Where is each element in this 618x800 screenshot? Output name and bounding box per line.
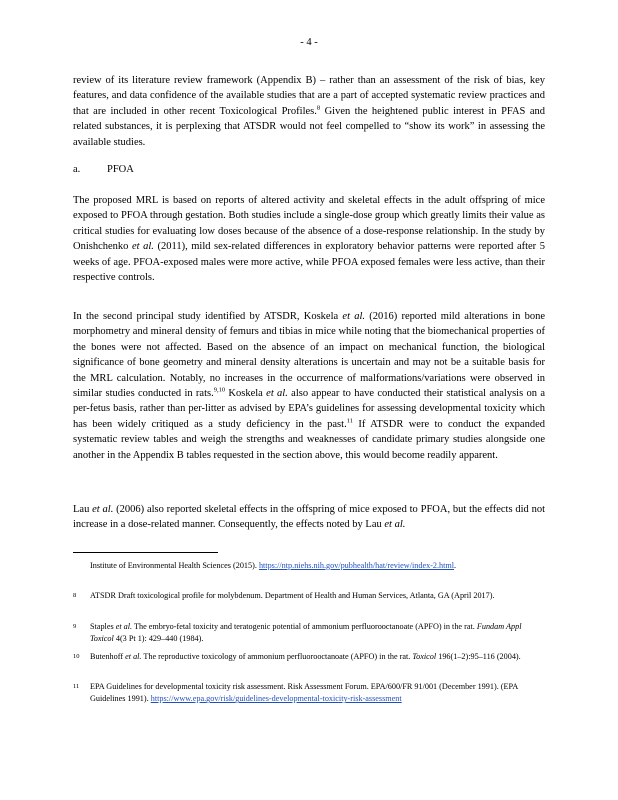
footnote-text: 196(1–2):95–116 (2004).	[436, 652, 521, 661]
footnote-ref-8[interactable]: 8	[316, 104, 321, 112]
footnote-ref-9-10[interactable]: 9,10	[213, 386, 226, 394]
paragraph-review-framework	[73, 73, 545, 150]
footnote-text: 4(3 Pt 1): 429–440 (1984).	[113, 634, 204, 644]
footnote-10	[73, 651, 545, 663]
footnote-text: ATSDR Draft toxicological profile for molybdenum. Department of Health and Human Services, Atlanta, GA (April 2017).	[90, 591, 495, 600]
footnote-8	[73, 590, 545, 602]
paragraph-text: Koskela	[225, 388, 267, 400]
paragraph-text: also appear to have conducted their statistical analysis on a per-fetus basis, rather than per-litter as advised by EPA’s guidelines for assessing developmental toxicity which has been widely critiqued as a study deficiency in the past.	[73, 388, 545, 430]
et-al: et al.	[342, 311, 366, 322]
footnote-number: 11	[73, 683, 80, 690]
footnote-link[interactable]: https://ntp.niehs.nih.gov/pubhealth/hat/review/index-2.html	[258, 561, 455, 570]
footnote-number: 9	[73, 623, 77, 630]
footnote-number: 10	[73, 653, 80, 660]
footnote-text: The embryo-fetal toxicity and teratogenic potential of ammonium perfluorooctanoate (APFO) in the rat.	[132, 622, 477, 631]
et-al: et al.	[92, 504, 114, 515]
paragraph-text: Given the heightened public interest in PFAS and related substances, it is perplexing that ATSDR would not feel compelled to “show its work” in assessing the available studies.	[73, 105, 545, 148]
footnote-text: Butenhoff	[90, 652, 126, 661]
et-al: et al.	[384, 519, 406, 531]
footnote-ref-11[interactable]: 11	[346, 417, 353, 425]
paragraph-koskela	[73, 309, 545, 463]
page-number: - 4 -	[300, 37, 318, 48]
paragraph-text: (2006) also reported skeletal effects in the offspring of mice exposed to PFOA, but the effects did not increase in a dose-related manner. Consequently, the effects noted by Lau	[73, 504, 546, 531]
footnote-11	[73, 681, 545, 705]
paragraph-text: (2011), mild sex-related differences in exploratory behavior patterns were reported after 5 weeks of age. PFOA-exposed males were more active, while PFOA exposed females were less active, than their respective controls.	[73, 241, 545, 284]
et-al: et al.	[125, 652, 142, 661]
section-heading-pfoa	[73, 164, 134, 175]
footnote-continued	[73, 560, 545, 572]
footnote-text: .	[454, 561, 457, 570]
paragraph-text: If ATSDR were to conduct the expanded systematic review tables and weigh the strengths and weaknesses of candidate primary studies alongside one another in the Appendix B tables requested in the section above, this would become readily apparent.	[73, 418, 545, 461]
footnote-text: EPA Guidelines for developmental toxicity risk assessment. Risk Assessment Forum. EPA/600/FR 91/001 (December 1991). (EPA Guidelines 1991).	[90, 682, 518, 704]
footnote-text: The reproductive toxicology of ammonium perfluorooctanoate (APFO) in the rat.	[141, 652, 413, 661]
footnote-link[interactable]: https://www.epa.gov/risk/guidelines-developmental-toxicity-risk-assessment	[150, 694, 402, 704]
paragraph-text: Lau	[73, 504, 93, 515]
paragraph-lau	[73, 502, 545, 533]
heading-title: PFOA	[107, 164, 134, 175]
paragraph-text: review of its literature review framework (Appendix B) – rather than an assessment of the risk of bias, key features, and data confidence of the available studies that are a part of accepted systematic review practices and that are included in other recent Toxicological Profiles.	[73, 75, 545, 117]
et-al: et al.	[115, 622, 133, 631]
paragraph-mrl-basis	[73, 193, 545, 285]
footnote-9	[73, 621, 545, 645]
footnote-text: Staples	[90, 622, 116, 631]
et-al: et al.	[266, 388, 288, 400]
footnote-divider	[73, 552, 218, 553]
journal-title: Toxicol	[412, 652, 437, 661]
footnote-number: 8	[73, 592, 77, 599]
paragraph-text: The proposed MRL is based on reports of altered activity and skeletal effects in the adult offspring of mice exposed to PFOA through gestation. Both studies include a single-dose group which greatly limits their value as critical studies for evaluating low doses because of the absence of a dose-response relationship. In the study by Onishchenko	[73, 195, 545, 253]
heading-label: a.	[73, 164, 81, 175]
paragraph-text: (2016) reported mild alterations in bone morphometry and mineral density of femurs and tibias in mice while noting that the biomechanical properties of the bones were not affected. Based on the absence of an impact on mechanical function, the biological significance of bone geometry and mineral density alterations is uncertain and may not be a suitable basis for the MRL calculation. Notably, no increases in the occurrence of malformations/variations were observed in similar studies conducted in rats.	[73, 311, 545, 400]
et-al: et al.	[131, 241, 154, 253]
journal-title: Fundam Appl Toxicol	[90, 622, 522, 644]
footnote-text: Institute of Environmental Health Sciences (2015).	[90, 561, 259, 570]
paragraph-text: In the second principal study identified by ATSDR, Koskela	[73, 311, 343, 322]
